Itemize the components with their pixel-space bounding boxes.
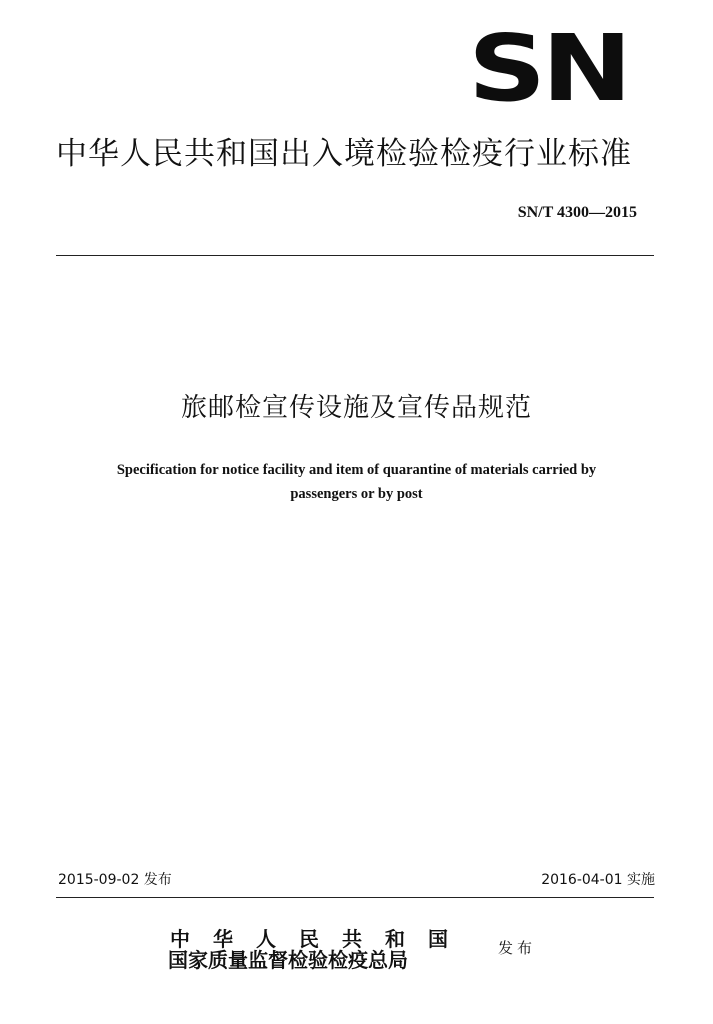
issuer-agency: 国家质量监督检验检疫总局 [168,948,408,972]
english-title-line-2: passengers or by post [290,486,423,502]
issue-date: 2015-09-02 发布 [58,872,172,888]
sn-logo: SN [468,15,628,122]
english-title [50,458,663,506]
standard-number: SN/T 4300—2015 [517,204,637,221]
top-divider [56,255,654,256]
issue-action: 发布 [498,939,537,957]
standard-category-title: 中华人民共和国出入境检验检疫行业标准 [56,136,632,172]
issuer-country: 中华人民共和国 [170,927,471,951]
english-title-line-1: Specification for notice facility and item of quarantine of materials carried by [116,462,597,478]
chinese-title: 旅邮检宣传设施及宣传品规范 [180,393,532,423]
bottom-divider [56,897,654,898]
implementation-date: 2016-04-01 实施 [541,872,655,888]
